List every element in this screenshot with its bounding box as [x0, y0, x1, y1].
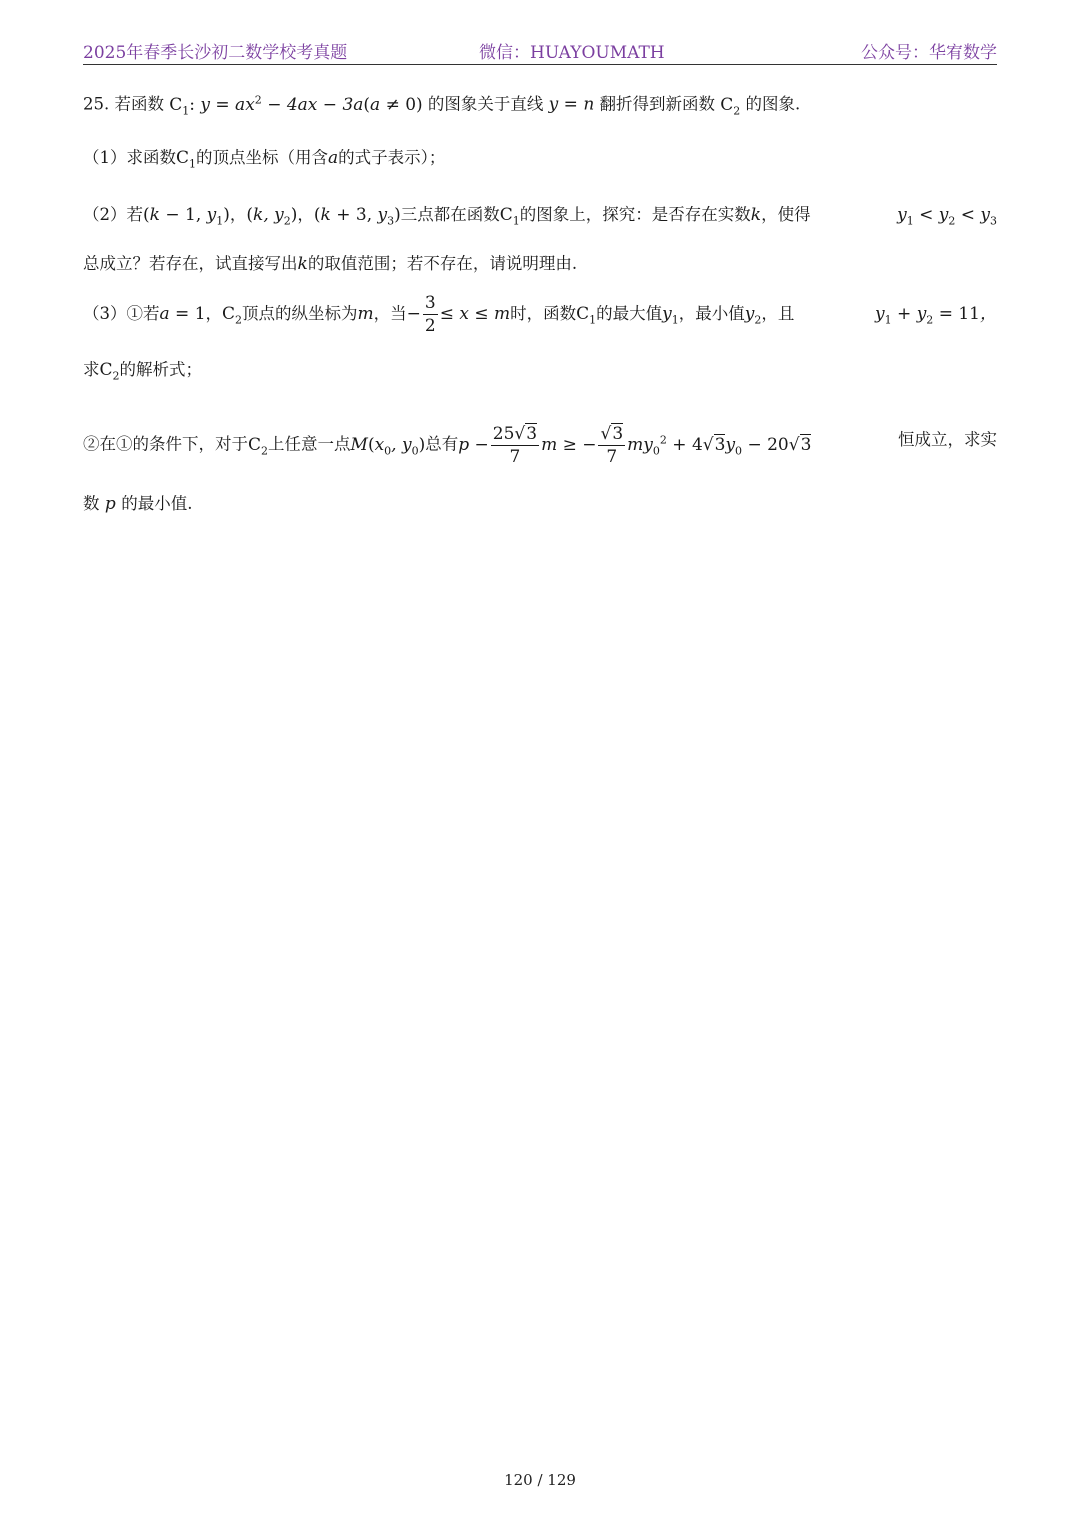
- point-2: (k, $y_2$): [246, 205, 298, 228]
- question-3-part-2: ②在①的条件下，对于$C_2$上任意一点$M(x_0$, $y_0$)总有p − $\frac{25√3}{7}$ m ≥ − $\frac{√3}{7}$ $my_0^2 + 4√3y_0 - 20√3$ 恒成立，求实: [83, 423, 997, 467]
- function-c1-definition: $C_1$: $y = ax^2 - 4ax - 3a(a \ne 0)$: [169, 93, 423, 118]
- inequality-y: $y_1 < y_2 < y_3$: [897, 205, 997, 228]
- page-number: 120 / 129: [504, 1471, 576, 1489]
- page-header: [83, 36, 997, 65]
- point-3: (k + 3, $y_3$): [313, 205, 401, 228]
- sum-equation: $y_1 + y_2 = 11$，: [875, 304, 997, 327]
- problem-stem: 25. 若函数 $C_1$: $y = ax^2 - 4ax - 3a(a \ne 0)$ 的图象关于直线 y = n 翻折得到新函数 $C_2$ 的图象.: [83, 93, 801, 118]
- question-3-part-2-line-2: 数 p 的最小值.: [83, 494, 193, 514]
- point-m: $M(x_0$, $y_0$): [350, 434, 426, 458]
- question-1: （1）求函数$C_1$的顶点坐标（用含a的式子表示）；: [83, 148, 446, 171]
- x-range: − $\frac{3}{2}$ ≤ x ≤ m: [406, 293, 511, 336]
- question-2: （2）若(k − 1, $y_1$)，(k, $y_2$)，(k + 3, $y_3$)三点都在函数$C_1$的图象上，探究：是否存在实数k，使得 $y_1 < y_2 < y_3$: [83, 203, 997, 233]
- question-3-line-2: 求$C_2$的解析式；: [83, 360, 203, 383]
- header-official-account: 公众号：华宥数学: [861, 43, 997, 63]
- fold-line: y = n: [548, 94, 595, 115]
- inequality-p: p − $\frac{25√3}{7}$ m ≥ − $\frac{√3}{7}$ $my_0^2 + 4√3y_0 - 20√3$: [458, 423, 812, 467]
- header-exam-title: 2025年春季长沙初二数学校考真题: [83, 43, 348, 63]
- question-3: （3）①若a = 1，$C_2$顶点的纵坐标为m，当− $\frac{3}{2}$ ≤ x ≤ m时，函数$C_1$的最大值$y_1$，最小值$y_2$，且 $y_1 + y_2 = 11$，: [83, 289, 997, 345]
- point-1: (k − 1, $y_1$): [143, 205, 230, 228]
- question-2-line-2: 总成立？若存在，试直接写出k的取值范围；若不存在，请说明理由.: [83, 254, 578, 274]
- problem-number: 25.: [83, 94, 110, 114]
- header-wechat: 微信：HUAYOUMATH: [479, 43, 665, 63]
